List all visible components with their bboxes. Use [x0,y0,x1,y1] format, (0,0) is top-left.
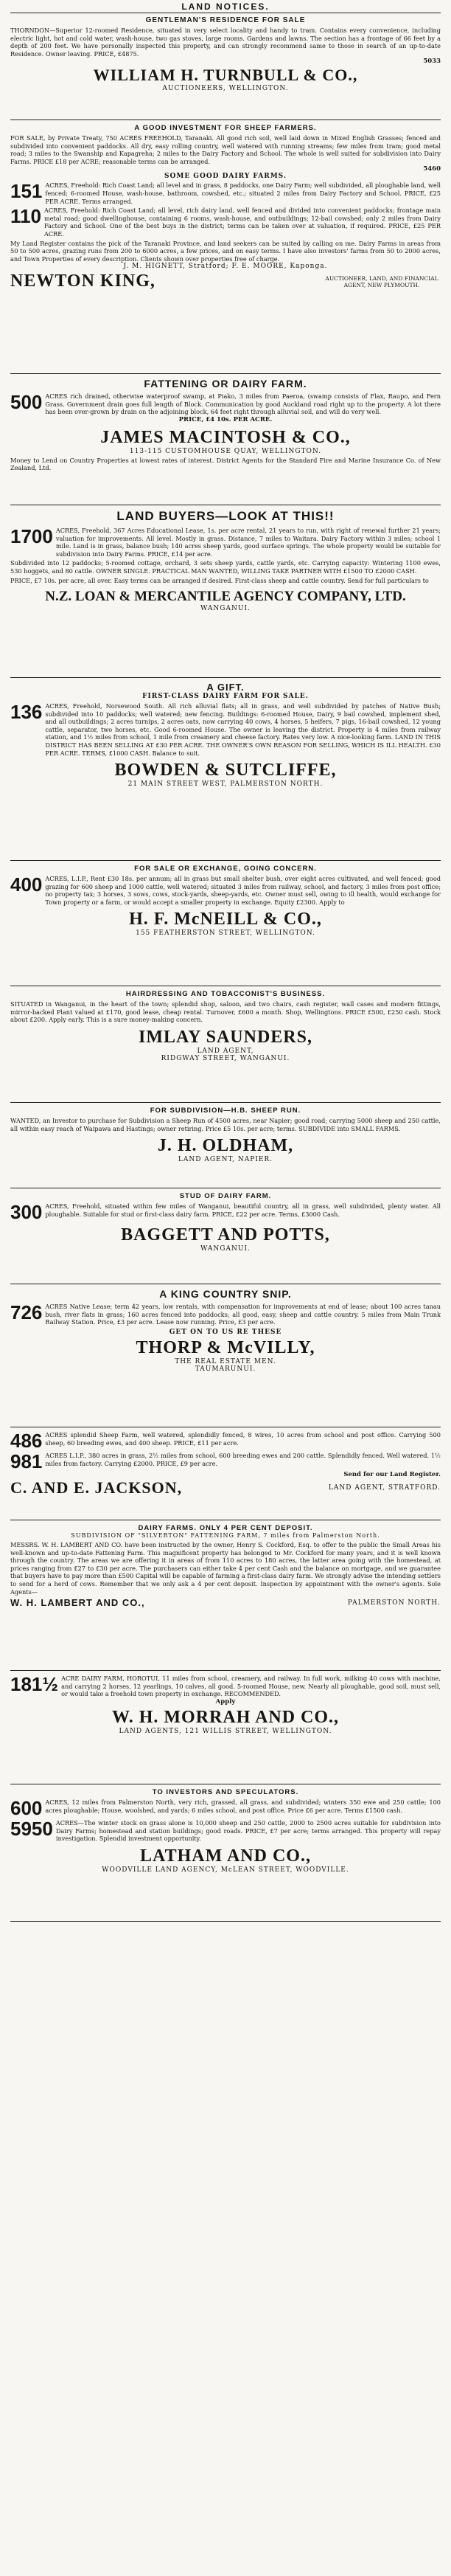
divider [10,373,441,374]
ad-subheading: FIRST-CLASS DAIRY FARM FOR SALE. [142,693,309,700]
ad-address: WOODVILLE LAND AGENCY, McLEAN STREET, WOODVILLE. [102,1866,349,1874]
lot-acres: 181½ [10,1673,59,1695]
ad-fattening-dairy-farm [10,378,441,472]
lot-entry [10,1431,441,1450]
agent-name: W. H. LAMBERT AND CO., [10,1597,145,1609]
agent-name: H. F. McNEILL & CO., [129,910,322,929]
lot-entry [10,702,441,757]
ad-heading: FOR SUBDIVISION—H.B. SHEEP RUN. [150,1107,301,1115]
ad-address: 113-115 CUSTOMHOUSE QUAY, WELLINGTON. [129,447,322,455]
lot-acres: 151 [10,180,43,203]
ad-heading: GENTLEMAN'S RESIDENCE FOR SALE [145,16,306,24]
ad-heading: FATTENING OR DAIRY FARM. [144,378,307,389]
ad-price: PRICE, £4 10s. PER ACRE. [178,415,273,423]
agent-name: N.Z. LOAN & MERCANTILE AGENCY COMPANY, LTD. [45,589,406,605]
ad-investors-speculators [10,1788,441,1874]
agent-subtitle: LAND AGENTS, 121 WILLIS STREET, WELLINGTON. [119,1727,332,1735]
ad-horotui-dairy-farm [10,1675,441,1735]
ad-subheading: SOME GOOD DAIRY FARMS. [164,173,287,181]
ad-body: THORNDON—Superior 12-roomed Residence, situated in very select locality and handy to tram. Contains every convenience, including electric light, hot and cold water, wash-house, two gas stoves, large rooms. Gardens and lawns. The section has a frontage of 66 feet by a depth of 200 feet. We have personally inspected this property, and can strongly recommend same to those in search of an up-to-date Residence. Owner leaving. PRICE, £4875. [10,27,441,58]
agent-subtitle: LAND AGENT, STRATFORD. [328,1484,441,1492]
ad-body-extra: Subdivided into 12 paddocks; 5-roomed cottage, orchard, 3 sets sheep yards, cattle yards, etc. Carrying capacity: Wintering 1100 ewes, 530 hoggets, and 80 cattle. OWNER SINGLE. PRACTICAL MAN WANTED, WILLING TAKE PARTNER WITH £1500 TO £2000 CASH. [10,559,441,575]
lot-text: ACRES, Freehold: Rich Coast Land; all level and in grass, 8 paddocks, one Dairy Farm; well subdivided, all ploughable land, well fenced; 6-roomed House, wash-house, bathroom, cowshed, etc.; situated 2 miles from Dairy Factory and School. PRICE, £25 PER ACRE. Terms arranged. [45,181,441,205]
divider [10,677,441,678]
agent-subtitle: WANGANUI. [200,605,251,613]
agent-subtitle: LAND AGENT, [197,1047,254,1055]
agent-name: W. H. MORRAH AND CO., [111,1707,340,1727]
agent-name: BOWDEN & SUTCLIFFE, [114,761,337,780]
divider [10,1102,441,1103]
lot-entry [10,392,441,416]
agent-name: JAMES MACINTOSH & CO., [100,427,351,447]
ad-subheading: GET ON TO US RE THESE [169,1328,282,1336]
agent-name: C. AND E. JACKSON, [10,1478,183,1497]
ad-hb-sheep-run [10,1107,441,1163]
ad-hairdressing-business [10,990,441,1062]
column-heading: LAND NOTICES. [181,1,270,12]
agent-name: WILLIAM H. TURNBULL & CO., [93,66,358,85]
lot-text: ACRES—The winter stock on grass alone is 10,000 sheep and 250 cattle, 2000 to 2500 acres suitable for subdivision into Dairy Farms; homestead and station buildings; good roads. PRICE, £7 per acre; terms arranged. This property will repay investigation. Splendid investment opportunity. [55,1819,441,1843]
divider [10,860,441,861]
lot-entry [10,207,441,238]
lot-text: ACRES Native Lease; term 42 years, low rentals, with compensation for improvements at end of lease; about 100 acres tanau bush, river flats in grass; 160 acres fenced into paddocks; all good, easy, sheep and cattle country. 5 miles from Main Trunk Railway Station. Price, £3 per acre. Lease now running. Price, £3 per acre. [45,1303,441,1326]
ad-heading: HAIRDRESSING AND TOBACCONIST'S BUSINESS. [125,990,326,998]
ad-stud-dairy-farm [10,1192,441,1253]
agent-subtitle: WANGANUI. [200,1245,251,1253]
lot-entry [10,1202,441,1222]
lot-text: ACRE DAIRY FARM, HOROTUI, 11 miles from school, creamery, and railway. In full work, milking 40 cows with machine, and carrying 2 horses, 12 yearlings, 10 calves, all good. 5-roomed House, new. Nearly all ploughable, good soil, must sell, or would take a freehold town property in exchange. RECOMMENDED. [61,1675,441,1698]
lot-acres: 500 [10,391,43,413]
ad-heading: A GIFT. [206,682,245,693]
lot-entry [10,1798,441,1818]
lot-acres: 726 [10,1301,43,1323]
agent-subtitle: THE REAL ESTATE MEN. [175,1357,276,1365]
ad-heading: TO INVESTORS AND SPECULATORS. [152,1788,299,1796]
ad-body-extra: Money to Lend on Country Properties at lowest rates of interest. District Agents for the Standard Fire and Marine Insurance Co. of New Zealand, Ltd. [10,456,441,472]
ad-sale-or-exchange [10,865,441,937]
agent-name: IMLAY SAUNDERS, [139,1027,312,1047]
agent-block [10,271,441,291]
ad-tail: Send for our Land Register. [343,1471,441,1478]
lot-entry [10,1819,441,1843]
ad-a-gift [10,682,441,788]
ad-apply: Apply [215,1697,236,1706]
ad-address: RIDGWAY STREET, WANGANUI. [161,1054,290,1062]
ad-address: 155 FEATHERSTON STREET, WELLINGTON. [136,929,315,938]
ad-body: MESSRS. W. H. LAMBERT AND CO. have been instructed by the owner, Henry S. Cockford, Esq. to offer to the public the Small Areas his well-known and up-to-date Fattening Farm. This magnificent property has belonged to Mr. Cockford for many years, and it is well known through the country. The areas we are offering it in areas of from 110 acres to 180 acres, the latter area going with the homestead, at prices ranging from £27 to £30 per acre. The purchasers can either take 4 per cent Cash and the balance on mortgage, and we guarantee that buyers have to pay more than £500 Capital will be capable of farming a first-class dairy farm. We strongly advise the intending settlers to send for a herd of cows. Remember that we only ask a 4 per cent deposit. Inspection by appointment with the owner's agents. Sole Agents— [10,1541,441,1596]
ad-heading: STUD OF DAIRY FARM. [179,1192,272,1200]
lot-entry [10,1303,441,1326]
lot-text: ACRES L.I.P., 380 acres in grass, 2½ miles from school, 600 breeding ewes and 200 cattle. Splendidly fenced. Well watered. 1½ miles from factory. Carrying £2000. PRICE, £9 per acre. [45,1452,441,1467]
lot-text: ACRES, 12 miles from Palmerston North, very rich, grassed, all grass, and subdivided; winters 350 ewe and 250 cattle; 100 acres ploughable; House, woolshed, and yards; 6 miles school, and post office. Price £6 per acre. Terms £1500 cash. [45,1798,441,1814]
agent-description: AUCTIONEER, LAND, AND FINANCIAL AGENT, NEW PLYMOUTH. [325,274,438,288]
lot-text: ACRES, Freehold, Norsewood South. All rich alluvial flats; all in grass, and well subdivided by patches of Native Bush; subdivided into 10 paddocks; well watered; new fencing. Buildings: 6-roomed House, Dairy, 9 bail cowshed, implement shed, and all outbuildings; 2 acres turnips, 2 acres oats, now carrying 40 cows, 4 horses, 5 heifers, 7 pigs, 16-bail cowshed, 12 young cattle, separator, two horses, etc. Good 6-roomed House. The owner is leaving the district. Property is 4 miles from railway station, and 1½ miles from school, 1 mile from creamery and cheese factory. Rates very low. A nice-looking farm. LAND IN THIS DISTRICT HAS BEEN SELLING AT £30 PER ACRE. THE OWNER'S OWN REASON FOR SELLING, WHICH IS ILL HEALTH. £30 PER ACRE. TERMS, £1000 CASH. Balance to suit. [45,702,441,757]
ad-subheading: SUBDIVISION OF "SILVERTON" FATTENING FARM, 7 miles from Palmerston North. [71,1532,380,1539]
ad-address: TAUMARUNUI. [195,1365,256,1373]
agent-subtitle: AUCTIONEERS, WELLINGTON. [162,85,289,93]
ad-heading: A GOOD INVESTMENT FOR SHEEP FARMERS. [134,124,317,132]
agent-name: THORP & McVILLY, [136,1337,315,1357]
ad-silverton-subdivision [10,1524,441,1608]
lot-entry [10,1675,441,1698]
agent-name: LATHAM AND CO., [140,1846,311,1866]
ad-body: WANTED, an Investor to purchase for Subdivision a Sheep Run of 4500 acres, near Napier; good road; carrying 5000 sheep and 250 cattle, all within easy reach of Waipawa and Hastings; owner retiring. Price £5 10s. per acre; terms. SUBDIVIDE into SMALL FARMS. [10,1117,441,1132]
ad-body-extra: My Land Register contains the pick of the Taranaki Province, and land seekers can be suited by calling on me. Dairy Farms in areas from 50 to 500 acres, grazing runs from 200 to 6000 acres, a few prices, and on easy terms. I have also investors' farms from 50 to 2000 acres, and Town Properties of every description. Clients shown over properties free of charge. [10,239,441,263]
lot-acres: 981 [10,1450,43,1472]
lot-acres: 1700 [10,525,53,547]
ad-code: 5033 [423,58,441,66]
lot-text: ACRES splendid Sheep Farm, well watered, splendidly fenced, 8 wires, 10 acres from school and post office. Carrying 500 sheep, 60 breeding ewes, and 400 sheep. PRICE, £11 per acre. [45,1431,441,1447]
agent-subtitle: LAND AGENT, NAPIER. [178,1156,273,1164]
ad-heading: LAND BUYERS—LOOK AT THIS!! [116,509,335,523]
agent-name: J. H. OLDHAM, [157,1136,294,1156]
divider [10,1670,441,1671]
agent-block [10,1478,441,1498]
ad-price: PRICE, £7 10s. per acre, all over. Easy terms can be arranged if desired. First-class sheep and cattle country. Send for full particulars to [10,576,429,584]
ad-land-buyers [10,509,441,612]
ad-body: FOR SALE, by Private Treaty, 750 ACRES FREEHOLD, Taranaki. All good rich soil, well laid down in Mixed English Grasses; fenced and subdivided into convenient paddocks. All dry, easy rolling country, well watered with running streams; few miles from tram; good metal road; 3 miles to the Swanship and Kapagreha; 2 miles to the Dairy Factory and School. The whole is well suited for subdivision into Dairy Farms. PRICE £18 per ACRE; reasonable terms can be arranged. [10,134,441,165]
lot-text: ACRES, L.I.P., Rent £30 18s. per annum; all in grass but small shelter bush, over eight acres cultivated, and well fenced; good grazing for 600 sheep and 1000 cattle, well watered; situated 3 miles from railway, school, and factory, 3 miles from post office; no property tax; 3 horses, 3 sows, cows, stock-yards, sheep-yards, etc. Owner must sell, owing to ill health, would exchange for Town property or a farm, or would accept a smaller property in exchange. Equity £2300. Apply to [45,875,441,906]
ad-body: SITUATED in Wanganui, in the heart of the town; splendid shop, saloon, and two chairs, cash register, wall cases and modern fittings, mirror-backed Plant valued at £170, good lease, cheap rental. Turnover, £600 a month. Shop, Wellingtons. PRICE £500, £250 cash. Stock about £200. Apply early. This is a sure money-making concern. [10,1000,441,1024]
ad-jackson-farms [10,1431,441,1498]
agent-name: BAGGETT AND POTTS, [121,1225,330,1244]
ad-address: 21 MAIN STREET WEST, PALMERSTON NORTH. [127,780,324,789]
agent-block [10,1597,441,1608]
lot-text: ACRES, Freehold, situated within few miles of Wanganui, beautiful country, all in grass, well subdivided, plenty water. All ploughable. Suitable for stud or first-class dairy farm. PRICE, £22 per acre. Terms, £3000 Cash. [45,1202,441,1218]
lot-acres: 5950 [10,1818,53,1840]
lot-entry [10,875,441,906]
lot-acres: 136 [10,701,43,723]
lot-acres: 486 [10,1430,43,1452]
lot-text: ACRES rich drained, otherwise waterproof swamp, at Piako, 3 miles from Paeroa, (swamp consists of Flax, Raupo, and Fern Grass. Government drain goes full length of Block. Communication by good Auckland road right up to the property. A lot there has been over-grown by drain on the adjoining block, 64 feet right through alluvial soil, and will do very well. [45,392,441,416]
ad-heading: A KING COUNTRY SNIP. [159,1288,292,1300]
lot-entry [10,181,441,205]
lot-acres: 300 [10,1201,43,1223]
divider [10,1921,441,1922]
ad-heading: FOR SALE OR EXCHANGE, GOING CONCERN. [134,865,317,873]
lot-entry [10,1452,441,1471]
lot-text: ACRES, Freehold, 367 Acres Educational Lease, 1s. per acre rental, 21 years to run, with right of renewal further 21 years; valuation for improvements. All level. Mostly in grass. Distance, 7 miles to Waitara. Dairy Factory within 3 miles; school 1 mile. Land is in grass, balance bush; 140 acres sheep yards, good surface springs. The whole property would be suitable for subdivision into Dairy Farms. PRICE, £14 per acre. [55,527,441,558]
ad-code: 5460 [423,165,441,173]
ad-address: J. M. HIGNETT, Stratford; F. E. MOORE, Kaponga. [123,263,328,271]
lot-acres: 600 [10,1797,43,1819]
ad-gentlemans-residence [10,16,441,92]
agent-name: NEWTON KING, [10,271,155,291]
lot-acres: 400 [10,873,43,896]
ad-heading: DAIRY FARMS. ONLY 4 PER CENT DEPOSIT. [138,1524,313,1532]
ad-sheep-farmers-investment [10,124,441,291]
ad-king-country-snip [10,1288,441,1373]
lot-entry [10,527,441,558]
lot-acres: 110 [10,205,41,228]
ad-address: PALMERSTON NORTH. [347,1599,441,1607]
lot-text: ACRES, Freehold: Rich Coast Land; all level, rich dairy land, well fenced and divided into convenient paddocks; frontage main metal road; good dwellinghouse, containing 6 rooms, wash-house, and outbuildings; 12-bail cowshed; only 2 miles from Dairy Factory and School. One of the best buys in the district; terms can be taken over at valuation, if required. PRICE, £25 PER ACRE. [43,207,441,238]
